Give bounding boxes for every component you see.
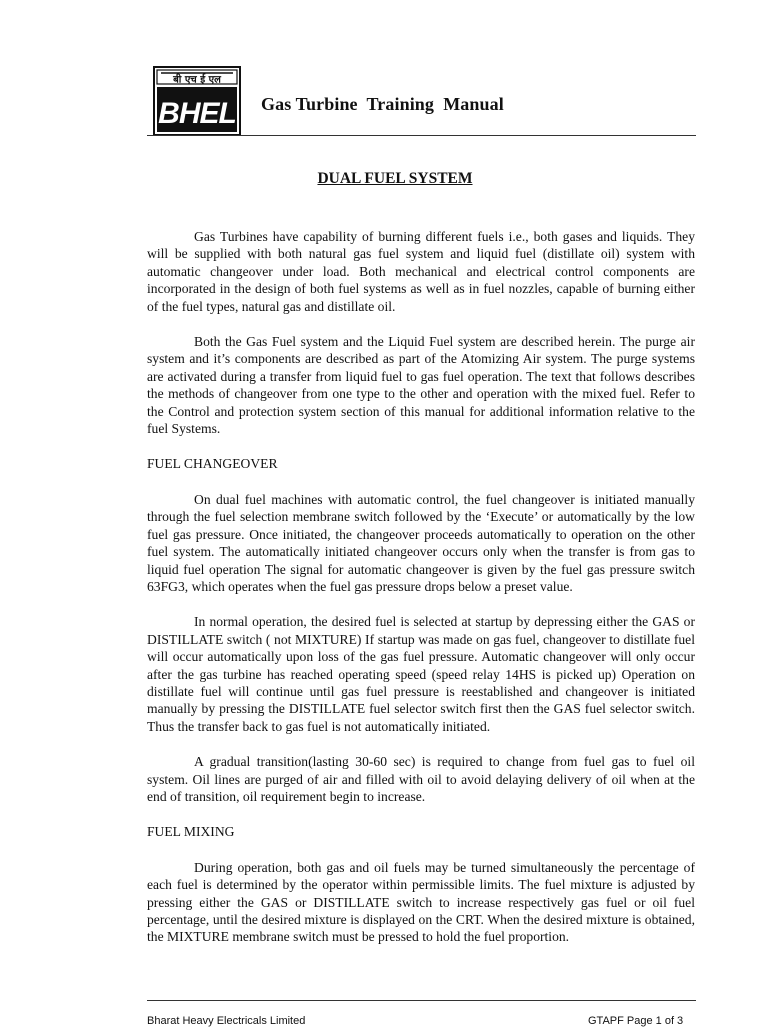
paragraph: Both the Gas Fuel system and the Liquid Fuel system are described herein. The purge air system and it’s components are described as part of the Atomizing Air system. The purge systems are activated during a transfer from liquid fuel to gas fuel operation. The text that follows describes the methods of changeover from one type to the other and operation with the mixed fuel. Refer to the Control and protection system section of this manual for additional information relative to the fuel Systems.	[147, 334, 695, 437]
bhel-logo	[153, 66, 241, 136]
footer-page-number: GTAPF Page 1 of 3	[588, 1015, 684, 1027]
manual-title: Gas Turbine Training Manual	[261, 94, 504, 114]
paragraph: On dual fuel machines with automatic control, the fuel changeover is initiated manually through the fuel selection membrane switch followed by the ‘Execute’ or automatically by the low fuel gas pressure. Once initiated, the changeover proceeds automatically to operation on the other fuel system. The automatically initiated changeover occurs only when the transfer is from gas to liquid fuel operation The signal for automatic changeover is given by the fuel gas pressure switch 63FG3, which operates when the fuel gas pressure drops below a preset value.	[147, 491, 695, 594]
footer-divider	[147, 1000, 696, 1001]
paragraph: During operation, both gas and oil fuels may be turned simultaneously the percentage of each fuel is determined by the operator within permissible limits. The fuel mixture is adjusted by pressing either the GAS or DISTILLATE switch to increase respectively gas fuel or oil fuel percentage, until the desired mixture is displayed on the CRT. When the desired mixture is obtained, the MIXTURE membrane switch must be pressed to hold the fuel proportion.	[147, 859, 695, 945]
section-heading-fuel-mixing: FUEL MIXING	[147, 824, 235, 840]
section-heading-fuel-changeover: FUEL CHANGEOVER	[147, 456, 278, 472]
document-title: DUAL FUEL SYSTEM	[317, 170, 473, 187]
paragraph: Gas Turbines have capability of burning different fuels i.e., both gases and liquids. They will be supplied with both natural gas fuel system and liquid fuel (distillate oil) system with automatic changeover under load. Both mechanical and electrical control components are incorporated in the design of both fuel systems as well as in fuel nozzles, capable of burning either of the fuel types, natural gas and distillate oil.	[147, 229, 695, 314]
footer-company: Bharat Heavy Electricals Limited	[147, 1015, 306, 1027]
logo-hindi-text: बी एच ई एल	[173, 74, 221, 86]
header-divider	[147, 135, 696, 136]
paragraph: In normal operation, the desired fuel is selected at startup by depressing either the GAS or DISTILLATE switch ( not MIXTURE) If startup was made on gas fuel, changeover to distillate fuel will occur automatically upon loss of the gas fuel pressure. Automatic changeover will only occur after the gas turbine has reached operating speed (speed relay 14HS is picked up) Operation on distillate fuel will continue until gas fuel pressure is reestablished and changeover is initiated manually by pressing the DISTILLATE fuel selector switch first then the GAS fuel selector switch. Thus the transfer back to gas fuel is not automatically initiated.	[147, 614, 695, 734]
document-body	[147, 228, 695, 964]
logo-text: BHEL	[158, 97, 236, 130]
paragraph: A gradual transition(lasting 30-60 sec) is required to change from fuel gas to fuel oil system. Oil lines are purged of air and filled with oil to avoid delaying delivery of oil when at the end of transition, oil requirement begin to increase.	[147, 754, 695, 804]
